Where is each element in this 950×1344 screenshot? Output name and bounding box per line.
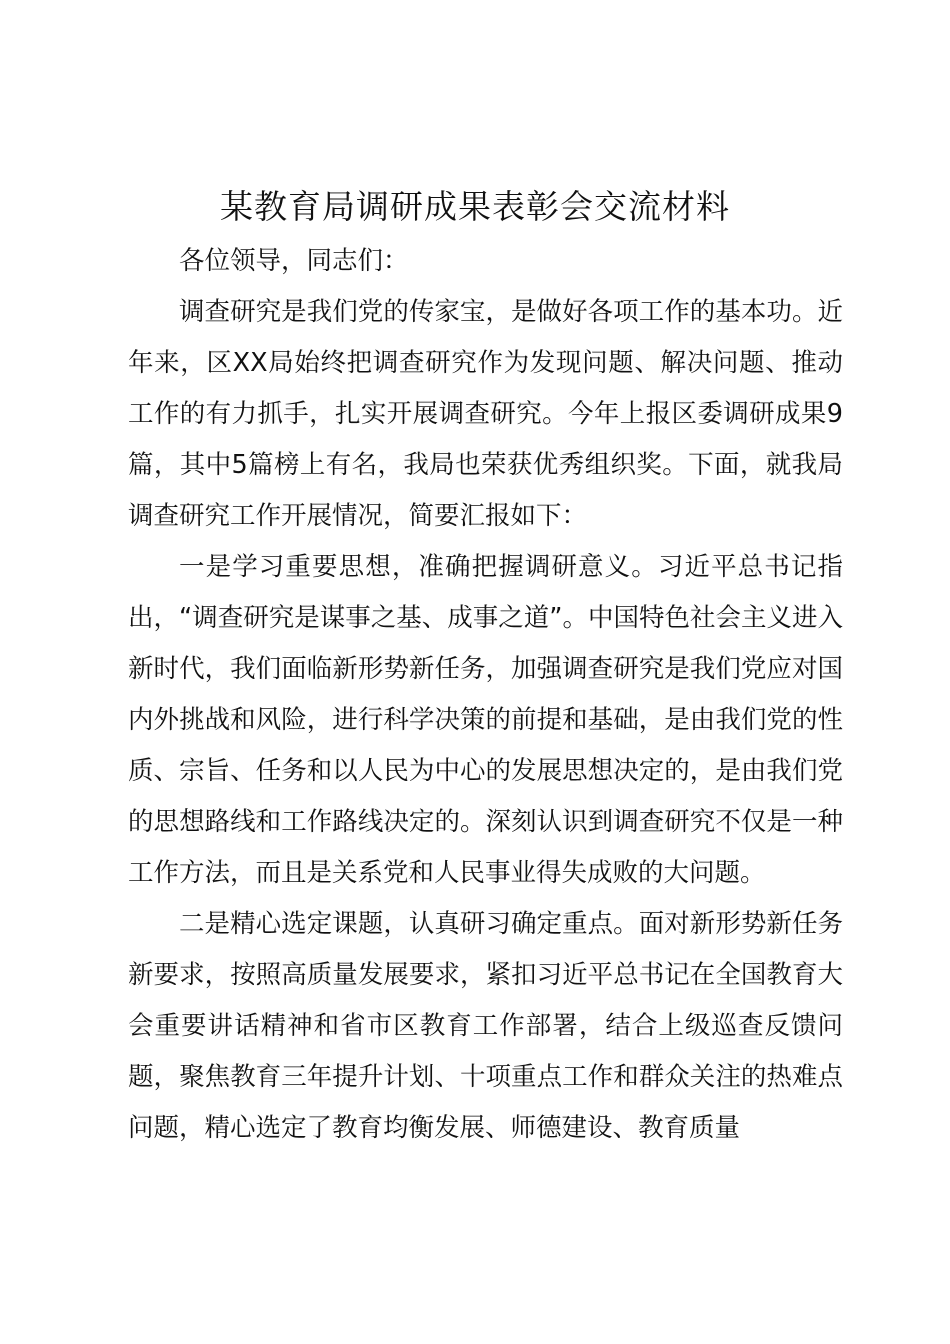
paragraph-point-two: 二是精心选定课题，认真研习确定重点。面对新形势新任务新要求，按照高质量发展要求，紧扣习近平总书记在全国教育大会重要讲话精神和省市区教育工作部署，结合上级巡查反馈问题，聚焦教育三年提升计划、十项重点工作和群众关注的热难点问题，精心选定了教育均衡发展、师德建设、教育质量	[128, 909, 843, 1143]
document-title: 某教育局调研成果表彰会交流材料	[220, 187, 730, 226]
paragraph-point-one: 一是学习重要思想，准确把握调研意义。习近平总书记指出，“调查研究是谋事之基、成事之道”。中国特色社会主义进入新时代，我们面临新形势新任务，加强调查研究是我们党应对国内外挑战和风险，进行科学决策的前提和基础，是由我们党的性质、宗旨、任务和以人民为中心的发展思想决定的，是由我们党的思想路线和工作路线决定的。深刻认识到调查研究不仅是一种工作方法，而且是关系党和人民事业得失成败的大问题。	[128, 552, 843, 888]
paragraph-intro: 调查研究是我们党的传家宝，是做好各项工作的基本功。近年来，区XX局始终把调查研究作为发现问题、解决问题、推动工作的有力抓手，扎实开展调查研究。今年上报区委调研成果9篇，其中5篇榜上有名，我局也荣获优秀组织奖。下面，就我局调查研究工作开展情况，简要汇报如下：	[128, 297, 843, 531]
document-body	[128, 236, 843, 1154]
salutation: 各位领导，同志们：	[179, 246, 409, 276]
